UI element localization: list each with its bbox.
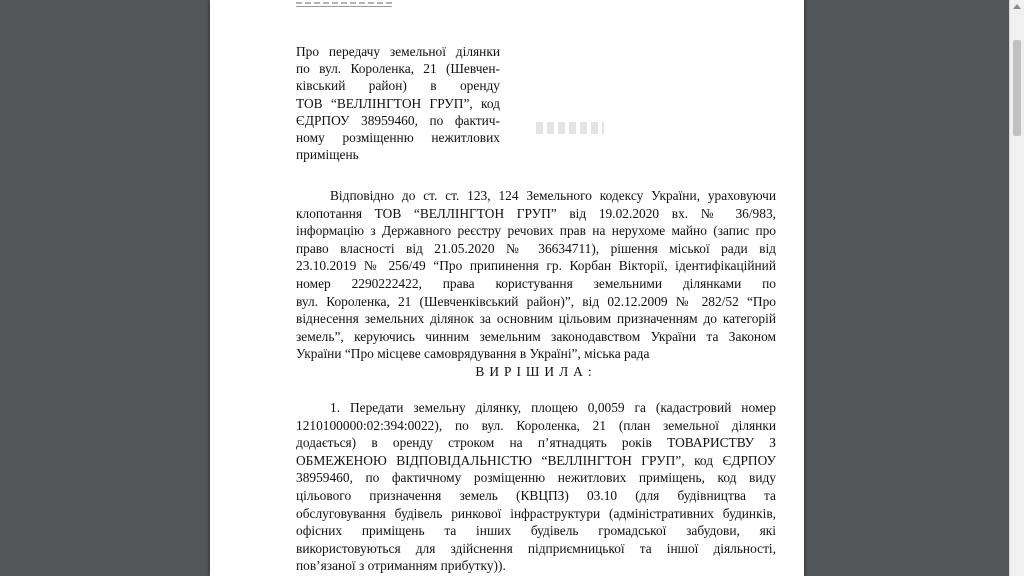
subject-line: ківський район) в оренду	[296, 78, 500, 94]
item-1-line: ОБМЕЖЕНОЮ ВІДПОВІДАЛЬНІСТЮ “ВЕЛЛІНГТОН ГРУП”, код ЄДРПОУ	[296, 452, 776, 468]
preamble-paragraph	[296, 187, 776, 363]
decision-subject	[296, 43, 500, 163]
preamble-line: право власності від 21.05.2020 № 36634711), рішення міської ради від	[296, 240, 776, 256]
vertical-scrollbar[interactable]	[1009, 0, 1024, 576]
item-1-line: додається) в оренду строком на п’ятнадцять років ТОВАРИСТВУ З	[296, 435, 776, 451]
item-1-line: 1210100000:02:394:0022), по вул. Короленка, 21 (план земельної ділянки	[296, 417, 776, 433]
item-1-paragraph	[296, 399, 776, 575]
subject-line: приміщень	[296, 147, 359, 163]
item-1-line: цільового призначення земель (КВЦПЗ) 03.10 (для будівництва та	[296, 487, 776, 503]
preamble-line: Відповідно до ст. ст. 123, 124 Земельного кодексу України, ураховуючи	[330, 188, 776, 203]
item-1-line: 38959460, по фактичному розміщенню нежитлових приміщень, код виду	[296, 470, 776, 486]
preamble-line: вул. Короленка, 21 (Шевченківський район)”, від 02.12.2009 № 282/52 “Про	[296, 293, 776, 309]
subject-line: ТОВ “ВЕЛЛІНГТОН ГРУП”, код	[296, 95, 500, 111]
subject-line: ЄДРПОУ 38959460, по фактич-	[296, 112, 500, 128]
preamble-line: клопотання ТОВ “ВЕЛЛІНГТОН ГРУП” від 19.02.2020 вх. № 36/983,	[296, 205, 776, 221]
item-1-line: обслуговування будівель ринкової інфраструктури (адміністративних будинків,	[296, 505, 776, 521]
document-page	[210, 0, 804, 576]
preamble-line: земель”, керуючись чинним земельним законодавством України та Законом	[296, 328, 776, 344]
page-header-mark	[296, 0, 392, 7]
scroll-up-arrow-icon[interactable]	[1013, 4, 1021, 9]
subject-line: по вул. Короленка, 21 (Шевчен-	[296, 61, 500, 77]
subject-line: ному розміщенню нежитлових	[296, 130, 500, 146]
preamble-line: номер 2290222422, права користування земельними ділянками по	[296, 275, 776, 291]
subject-line: Про передачу земельної ділянки	[296, 44, 500, 59]
decision-heading: ВИРІШИЛА:	[475, 364, 597, 379]
preamble-line: інформацію з Державного реєстру речових прав на нерухоме майно (запис про	[296, 223, 776, 239]
preamble-line: 23.10.2019 № 256/49 “Про припинення гр. Корбан Вікторії, ідентифікаційний	[296, 258, 776, 274]
item-1-line: використовуються для здійснення підприємницької та іншої діяльності,	[296, 540, 776, 556]
item-1-line: офісних приміщень та інших будівель громадської забудови, які	[296, 523, 776, 539]
preamble-line: віднесення земельних ділянок за основним цільовим призначенням до категорій	[296, 311, 776, 327]
preamble-line: України “Про місцеве самоврядування в Україні”, міська рада	[296, 346, 650, 362]
item-1-line: пов’язаної з отриманням прибутку)).	[296, 558, 506, 574]
item-1-line: 1. Передати земельну ділянку, площею 0,0059 га (кадастровий номер	[330, 400, 776, 415]
scroll-thumb[interactable]	[1013, 40, 1021, 136]
faint-stamp-mark	[536, 122, 604, 134]
